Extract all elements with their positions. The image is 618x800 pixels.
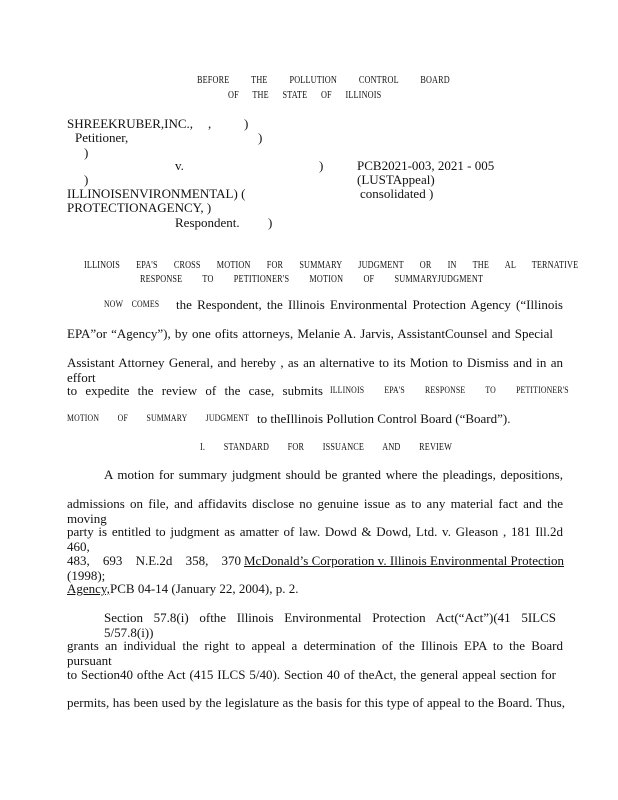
versus: v. xyxy=(175,158,184,173)
respondent-name-2: PROTECTIONAGENCY, ) xyxy=(67,200,212,215)
motion-title-line2: RESPONSE TO PETITIONER'S MOTION OF SUMMARYJUDGMENT xyxy=(140,274,484,285)
p2-line3: to Section40 ofthe Act (415 ILCS 5/40). Section 40 of theAct, the general appeal section for xyxy=(67,667,556,682)
p2-line1: Section 57.8(i) ofthe Illinois Environmental Protection Act(“Act”)(41 5ILCS 5/57.8(i)) xyxy=(104,610,556,640)
petitioner-name: SHREEKRUBER,INC., xyxy=(67,116,194,131)
consolidated: consolidated ) xyxy=(360,186,434,201)
case-type: (LUSTAppeal) xyxy=(357,172,435,187)
caption-paren: ) xyxy=(84,172,89,187)
p1-line4-start: 483, 693 N.E.2d 358, 370 (1998); xyxy=(67,553,241,583)
respondent-name-1: ILLINOISENVIRONMENTAL) ( xyxy=(67,186,246,201)
motion-title-line1: ILLINOIS EPA'S CROSS MOTION FOR SUMMARY JUDGMENT OR IN THE AL TERNATIVE xyxy=(84,260,579,271)
caption-paren: ) xyxy=(244,116,249,131)
petitioner-label: Petitioner, xyxy=(75,130,129,145)
intro-line2: EPA”or “Agency”), by one ofits attorneys, Melanie A. Jarvis, AssistantCounsel and Special xyxy=(67,326,553,341)
intro-line1: the Respondent, the Illinois Environmental Protection Agency (“Illinois xyxy=(176,297,563,312)
intro-line5-rest: to theIllinois Pollution Control Board (“Board”). xyxy=(257,411,511,426)
caption-paren: ) xyxy=(84,145,89,160)
caption-paren: ) xyxy=(258,130,263,145)
case-citation-end: Agency, xyxy=(67,581,110,596)
caption-paren: ) xyxy=(268,215,273,230)
caption-paren: ) xyxy=(319,158,324,173)
intro-line5-smallcaps: MOTION OF SUMMARY JUDGMENT xyxy=(67,414,249,424)
case-number: PCB2021-003, 2021 - 005 xyxy=(357,158,495,173)
board-heading-line1: BEFORE THE POLLUTION CONTROL BOARD xyxy=(197,75,450,86)
case-citation: McDonald’s Corporation v. Illinois Environmental Protection xyxy=(244,553,564,568)
p1-line2: admissions on file, and affidavits disclose no genuine issue as to any material fact and the moving xyxy=(67,496,563,526)
respondent-label: Respondent. xyxy=(175,215,240,230)
intro-line4-smallcaps: ILLINOIS EPA'S RESPONSE TO PETITIONER'S xyxy=(330,386,569,396)
p2-line4: permits, has been used by the legislature as the basis for this type of appeal to the Board. Thus, xyxy=(67,695,565,710)
board-heading-line2: OF THE STATE OF ILLINOIS xyxy=(228,90,382,101)
now-comes: NOW COMES xyxy=(104,300,160,310)
intro-line3: Assistant Attorney General, and hereby , as an alternative to its Motion to Dismiss and in an effort xyxy=(67,355,563,385)
intro-line4-start: to expedite the review of the case, submits xyxy=(67,383,323,398)
p2-line2: grants an individual the right to appeal a determination of the Illinois EPA to the Board pursuant xyxy=(67,638,563,668)
section-heading: I. STANDARD FOR ISSUANCE AND REVIEW xyxy=(200,442,453,453)
petitioner-comma: , xyxy=(208,116,212,131)
p1-line1: A motion for summary judgment should be granted where the pleadings, depositions, xyxy=(104,467,563,482)
p1-line5-rest: PCB 04-14 (January 22, 2004), p. 2. xyxy=(110,581,299,596)
p1-line3: party is entitled to judgment as amatter of law. Dowd & Dowd, Ltd. v. Gleason , 181 Ill.2d 460, xyxy=(67,524,563,554)
